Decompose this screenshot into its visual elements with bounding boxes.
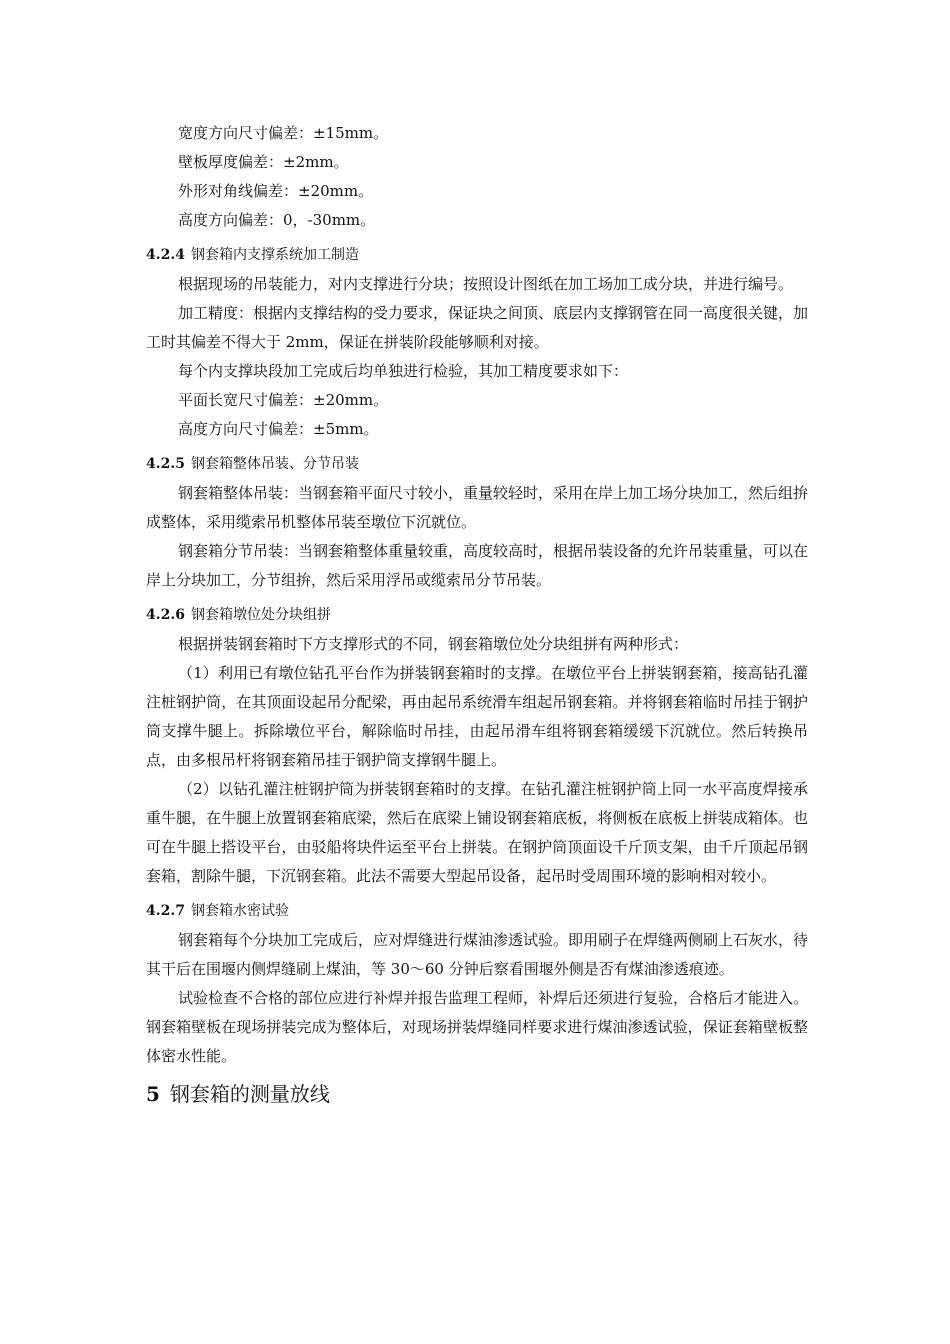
section-number: 4.2.5 [146, 456, 185, 472]
section-title: 钢套箱整体吊装、分节吊装 [190, 456, 359, 472]
section-title: 钢套箱水密试验 [190, 903, 289, 919]
section-heading-4-2-4 [146, 241, 808, 270]
section-title: 钢套箱墩位处分块组拼 [190, 607, 331, 623]
tolerance-width: 宽度方向尺寸偏差：±15mm。 [178, 124, 389, 142]
section-heading-4-2-5 [146, 450, 808, 479]
tolerance-height: 高度方向尺寸偏差：±5mm。 [178, 420, 379, 438]
paragraph: （2）以钻孔灌注桩钢护筒为拼装钢套箱时的支撑。在钻孔灌注桩钢护筒上同一水平高度焊接承重牛腿，在牛腿上放置钢套箱底梁，然后在底梁上铺设钢套箱底板，将侧板在底板上拼装成箱体。也可在牛腿上搭设平台，由驳船将块件运至平台上拼装。在钢护筒顶面设千斤顶支架，由千斤顶起吊钢套箱，割除牛腿，下沉钢套箱。此法不需要大型起吊设备，起吊时受周围环境的影响相对较小。 [146, 780, 808, 885]
tolerance-height: 高度方向偏差：0，-30mm。 [178, 211, 376, 229]
chapter-number: 5 [146, 1082, 160, 1106]
paragraph: 钢套箱整体吊装：当钢套箱平面尺寸较小，重量较轻时，采用在岸上加工场分块加工，然后组拚成整体，采用缆索吊机整体吊装至墩位下沉就位。 [146, 484, 809, 531]
paragraph: 根据拼装钢套箱时下方支撑形式的不同，钢套箱墩位处分块组拼有两种形式： [178, 635, 689, 653]
paragraph: 钢套箱分节吊装：当钢套箱整体重量较重，高度较高时，根据吊装设备的允许吊装重量，可以在岸上分块加工，分节组拚，然后采用浮吊或缆索吊分节吊装。 [146, 542, 809, 589]
section-number: 4.2.7 [146, 903, 185, 919]
chapter-heading-5 [146, 1079, 808, 1109]
paragraph: （1）利用已有墩位钻孔平台作为拼装钢套箱时的支撑。在墩位平台上拼装钢套箱，接高钻孔灌注桩钢护筒，在其顶面设起吊分配梁，再由起吊系统滑车组起吊钢套箱。并将钢套箱临时吊挂于钢护筒支撑牛腿上。拆除墩位平台，解除临时吊挂，由起吊滑车组将钢套箱缓缓下沉就位。然后转换吊点，由多根吊杆将钢套箱吊挂于钢护筒支撑钢牛腿上。 [146, 664, 808, 769]
tolerance-diagonal: 外形对角线偏差：±20mm。 [178, 182, 374, 200]
page-content [146, 119, 808, 1109]
paragraph: 钢套箱每个分块加工完成后，应对焊缝进行煤油渗透试验。即用刷子在焊缝两侧刷上石灰水，待其干后在围堰内侧焊缝刷上煤油，等 30～60 分钟后察看围堰外侧是否有煤油渗透痕迹。 [146, 931, 809, 978]
section-title: 钢套箱内支撑系统加工制造 [190, 247, 359, 263]
paragraph: 每个内支撑块段加工完成后均单独进行检验，其加工精度要求如下： [178, 362, 629, 380]
paragraph: 根据现场的吊装能力，对内支撑进行分块；按照设计图纸在加工场加工成分块，并进行编号。 [178, 275, 794, 293]
paragraph: 试验检查不合格的部位应进行补焊并报告监理工程师，补焊后还须进行复验，合格后才能进入。钢套箱壁板在现场拼装完成为整体后，对现场拼装焊缝同样要求进行煤油渗透试验，保证套箱壁板整体密水性能。 [146, 989, 809, 1065]
paragraph: 加工精度：根据内支撑结构的受力要求，保证块之间顶、底层内支撑钢管在同一高度很关键，加工时其偏差不得大于 2mm，保证在拼装阶段能够顺利对接。 [146, 304, 809, 351]
tolerance-plane: 平面长宽尺寸偏差：±20mm。 [178, 391, 389, 409]
section-heading-4-2-7 [146, 897, 808, 926]
chapter-title: 钢套箱的测量放线 [169, 1082, 330, 1106]
section-heading-4-2-6 [146, 601, 808, 630]
section-number: 4.2.4 [146, 247, 185, 263]
tolerance-thickness: 壁板厚度偏差：±2mm。 [178, 153, 349, 171]
section-number: 4.2.6 [146, 607, 185, 623]
